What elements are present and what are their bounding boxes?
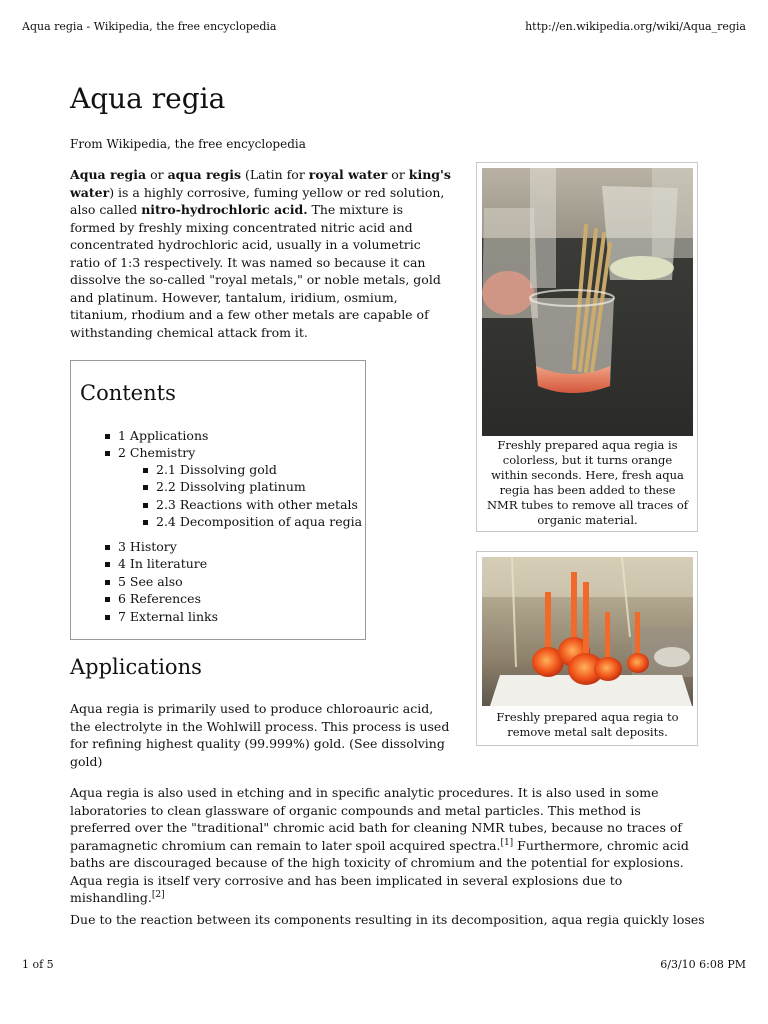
lead-paragraph (70, 166, 452, 341)
toc-item-external-links[interactable]: 7 External links (105, 608, 218, 625)
section-heading-applications: Applications (70, 655, 202, 679)
citation-1[interactable]: [1] (500, 837, 514, 848)
browser-page-title: Aqua regia - Wikipedia, the free encyclopedia (22, 20, 277, 33)
applications-paragraph-2-part-b: Furthermore, chromic acid baths are discouraged because of the high toxicity of chromium and the potential for explosions. Aqua regia is itself very corrosive and has been implicated in several explosions due to mishandling. (70, 837, 689, 905)
applications-paragraph-2 (70, 784, 698, 907)
applications-paragraph-2-part-a: Aqua regia is also used in etching and in specific analytic procedures. It is also used in some laboratories to clean glassware of organic compounds and metal particles. This method is preferred over the "traditional" chromic acid bath for cleaning NMR tubes, because no traces of paramagnetic chromium can remain to later spoil acquired spectra. (70, 785, 682, 853)
toc-list-bottom (105, 538, 218, 625)
toc-list-top (105, 427, 208, 462)
citation-2[interactable]: [2] (151, 889, 165, 900)
lead-text-2: (Latin for (241, 167, 309, 182)
lead-term-4: king's water (70, 167, 451, 200)
browser-url[interactable]: http://en.wikipedia.org/wiki/Aqua_regia (525, 20, 746, 33)
toc-item-chemistry[interactable]: 2 Chemistry (105, 444, 208, 461)
toc-item-applications[interactable]: 1 Applications (105, 427, 208, 444)
lead-text-3: or (387, 167, 409, 182)
page-count: 1 of 5 (22, 958, 54, 971)
lead-term-3: royal water (308, 167, 388, 182)
toc-item-reactions-other-metals[interactable]: 2.3 Reactions with other metals (143, 496, 362, 513)
toc-item-dissolving-gold[interactable]: 2.1 Dissolving gold (143, 461, 362, 478)
toc-item-see-also[interactable]: 5 See also (105, 573, 218, 590)
lead-text-5: The mixture is formed by freshly mixing concentrated nitric acid and concentrated hydrochloric acid, usually in a volumetric ratio of 1:3 respectively. It was named so because it can dissolve the so-called "royal metals," or noble metals, gold and platinum. However, tantalum, iridium, osmium, titanium, rhodium and a few other metals are capable of withstanding chemical attack from it. (70, 202, 441, 340)
lead-text-1: or (146, 167, 168, 182)
toc-item-dissolving-platinum[interactable]: 2.2 Dissolving platinum (143, 478, 362, 495)
toc-item-in-literature[interactable]: 4 In literature (105, 555, 218, 572)
toc-heading: Contents (80, 381, 176, 405)
lead-term-1: Aqua regia (70, 167, 147, 182)
photo-volumetric-flasks[interactable] (482, 557, 693, 706)
toc-list-chemistry-sub (143, 461, 362, 531)
toc-item-decomposition[interactable]: 2.4 Decomposition of aqua regia (143, 513, 362, 530)
lead-text-4: ) is a highly corrosive, fuming yellow or red solution, also called (70, 184, 445, 217)
lead-term-5: nitro-hydrochloric acid. (141, 202, 308, 217)
table-of-contents (70, 360, 366, 640)
figure-nmr-tubes (476, 162, 698, 532)
figure-1-caption: Freshly prepared aqua regia is colorless, but it turns orange within seconds. Here, fresh aqua regia has been added to these NMR tubes to remove all traces of organic material. (486, 438, 689, 527)
figure-2-caption: Freshly prepared aqua regia to remove metal salt deposits. (496, 710, 679, 739)
applications-paragraph-3: Due to the reaction between its components resulting in its decomposition, aqua regia quickly loses (70, 912, 705, 927)
toc-item-references[interactable]: 6 References (105, 590, 218, 607)
lead-term-2: aqua regis (167, 167, 242, 182)
article-source-line: From Wikipedia, the free encyclopedia (70, 137, 306, 151)
photo-nmr-tubes-beaker[interactable] (482, 168, 693, 436)
toc-item-history[interactable]: 3 History (105, 538, 218, 555)
article-title: Aqua regia (70, 82, 226, 115)
figure-volumetric-flasks (476, 551, 698, 746)
print-datetime: 6/3/10 6:08 PM (660, 958, 746, 971)
applications-paragraph-1: Aqua regia is primarily used to produce chloroauric acid, the electrolyte in the Wohlwill process. This process is used for refining highest quality (99.999%) gold. (See dissolving gold) (70, 701, 450, 769)
